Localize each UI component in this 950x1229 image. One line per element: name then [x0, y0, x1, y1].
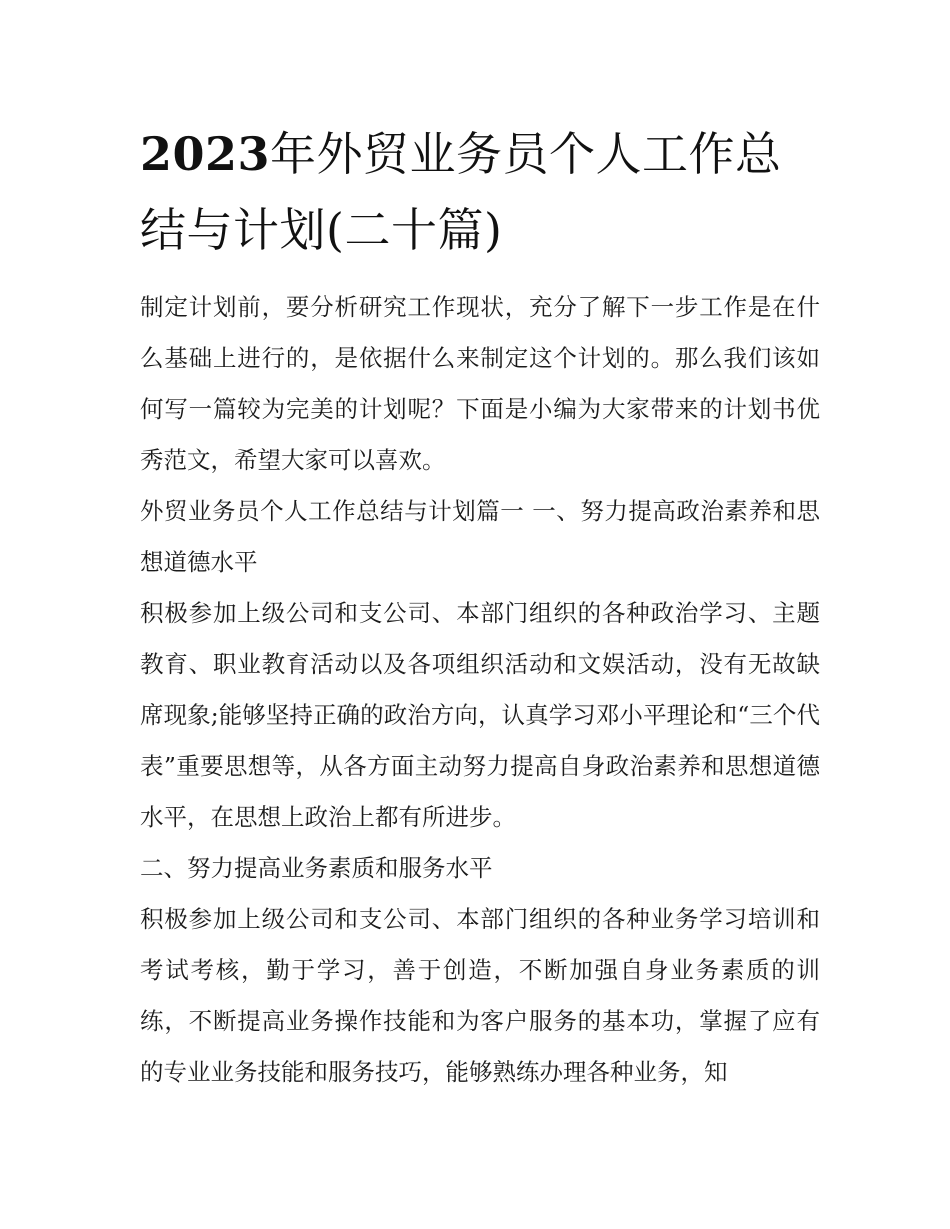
- section-one-heading: 外贸业务员个人工作总结与计划篇一 一、努力提高政治素养和思想道德水平: [140, 497, 820, 576]
- section-two-paragraph: 积极参加上级公司和支公司、本部门组织的各种业务学习培训和考试考核，勤于学习，善于创造，不断加强自身业务素质的训练，不断提高业务操作技能和为客户服务的基本功，掌握了应有的专业业务技能和服务技巧，能够熟练办理各种业务，知: [140, 905, 820, 1086]
- title-year: 2023: [140, 127, 271, 181]
- section-one-paragraph: 积极参加上级公司和支公司、本部门组织的各种政治学习、主题教育、职业教育活动以及各项组织活动和文娱活动，没有无故缺席现象;能够坚持正确的政治方向，认真学习邓小平理论和“三个代表”重要思想等，从各方面主动努力提高自身政治素养和思想道德水平，在思想上政治上都有所进步。: [140, 599, 820, 831]
- section-two-heading: 二、努力提高业务素质和服务水平: [140, 854, 493, 882]
- intro-paragraph: 制定计划前，要分析研究工作现状，充分了解下一步工作是在什么基础上进行的，是依据什么来制定这个计划的。那么我们该如何写一篇较为完美的计划呢？下面是小编为大家带来的计划书优秀范文，希望大家可以喜欢。: [140, 293, 820, 474]
- document-title: [140, 116, 820, 268]
- title-text: 年外贸业务员个人工作总结与计划(二十篇): [140, 127, 782, 257]
- document-body: [140, 282, 820, 1098]
